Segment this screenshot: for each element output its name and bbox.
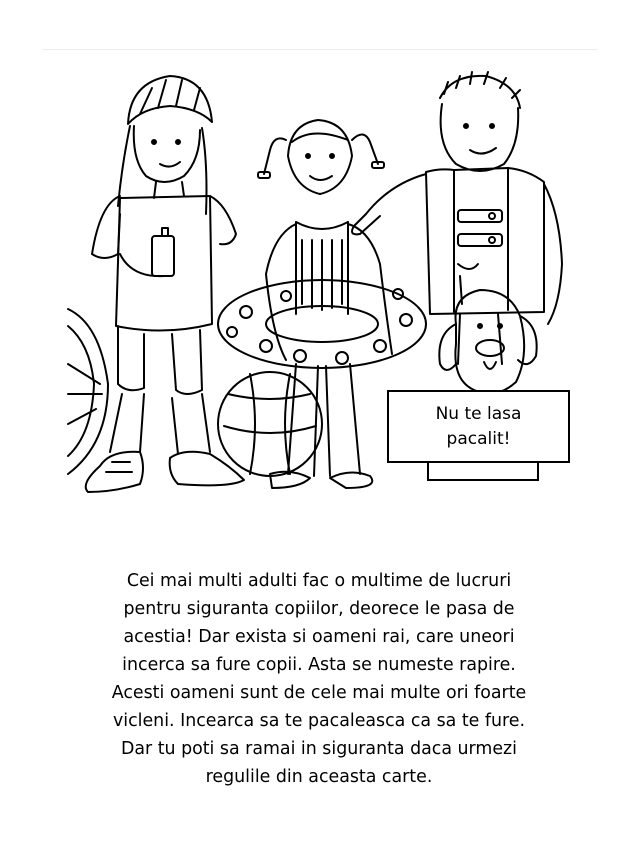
sign-post (427, 463, 539, 481)
beach-ball-icon (218, 372, 322, 476)
bicycle-wheel-icon (68, 309, 108, 474)
paragraph-line: Cei mai multi adulti fac o multime de lucruri (126, 571, 512, 591)
top-rule (42, 49, 598, 50)
paragraph-line: vicleni. Incearca sa te pacaleasca ca sa te fure. (112, 711, 526, 731)
warning-sign (387, 390, 570, 463)
sign-line-2: pacalit! (446, 428, 511, 449)
intro-paragraph (60, 567, 578, 791)
paragraph-line: Acesti oameni sunt de cele mai multe ori foarte (111, 683, 527, 703)
paragraph-line: pentru siguranta copiilor, deorece le pasa de (123, 599, 515, 619)
paragraph-line: acestia! Dar exista si oameni rai, care uneori (123, 627, 515, 647)
paragraph-line: regulile din aceasta carte. (205, 767, 433, 787)
sign-line-1: Nu te lasa (435, 403, 522, 424)
boy-with-life-vest (352, 72, 562, 364)
paragraph-line: Dar tu poti sa ramai in siguranta daca urmezi (120, 739, 518, 759)
paragraph-line: incerca sa fure copii. Asta se numeste rapire. (122, 655, 516, 675)
girl-with-helmet (86, 76, 244, 492)
